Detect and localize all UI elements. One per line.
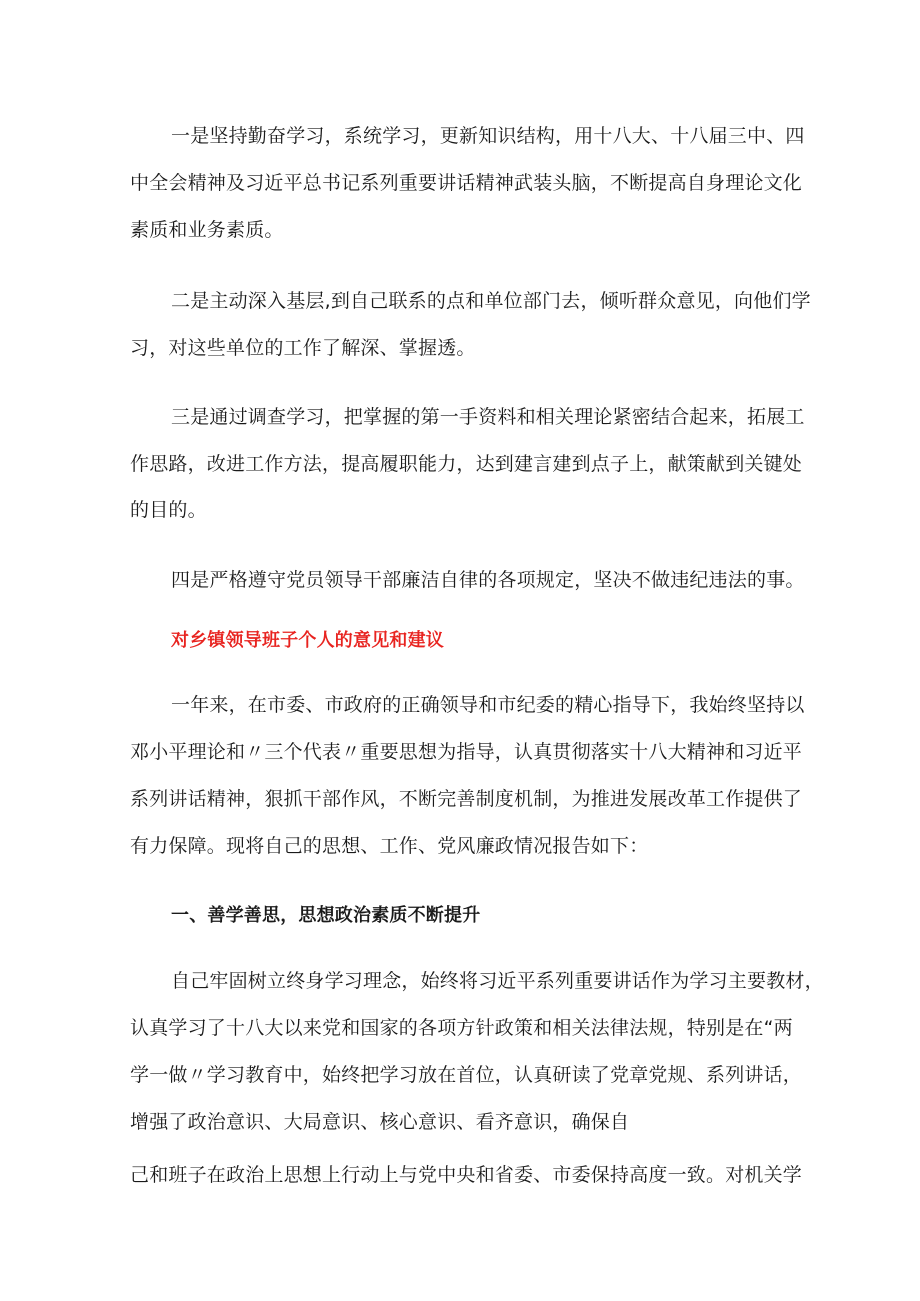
paragraph-3-line-2: 作思路，改进工作方法，提高履职能力，达到建言建到点子上，献策献到关键处 [130, 453, 803, 475]
paragraph-6-line-2: 认真学习了十八大以来党和国家的各项方针政策和相关法律法规，特别是在“两 [130, 1017, 793, 1039]
paragraph-4-line-1: 四是严格遵守党员领导干部廉洁自律的各项规定，坚决不做违纪违法的事。 [171, 569, 805, 591]
paragraph-5-line-4: 有力保障。现将自己的思想、工作、党风廉政情况报告如下： [130, 835, 649, 857]
paragraph-6-line-1: 自己牢固树立终身学习理念，始终将习近平系列重要讲话作为学习主要教材， [171, 970, 824, 992]
paragraph-1-line-3: 素质和业务素质。 [130, 219, 284, 241]
paragraph-5-line-3: 系列讲话精神，狠抓干部作风，不断完善制度机制，为推进发展改革工作提供了 [130, 788, 803, 810]
paragraph-2-line-2: 习，对这些单位的工作了解深、掌握透。 [130, 337, 476, 359]
paragraph-5-line-1: 一年来，在市委、市政府的正确领导和市纪委的精心指导下，我始终坚持以 [171, 694, 805, 716]
paragraph-1-line-1: 一是坚持勤奋学习，系统学习，更新知识结构，用十八大、十八届三中、四 [171, 125, 805, 147]
section-heading-1: 一、善学善思，思想政治素质不断提升 [171, 905, 481, 926]
paragraph-3-line-1: 三是通过调查学习，把掌握的第一手资料和相关理论紧密结合起来，拓展工 [171, 406, 805, 428]
paragraph-3-line-3: 的目的。 [130, 499, 207, 521]
paragraph-2-line-1: 二是主动深入基层,到自己联系的点和单位部门去，倾听群众意见，向他们学 [171, 290, 811, 312]
paragraph-6-line-3: 学一做〃学习教育中，始终把学习放在首位，认真研读了党章党规、系列讲话， [130, 1064, 803, 1086]
section-heading-red: 对乡镇领导班子个人的意见和建议 [171, 630, 444, 651]
paragraph-1-line-2: 中全会精神及习近平总书记系列重要讲话精神武装头脑，不断提高自身理论文化 [130, 172, 803, 194]
paragraph-6-line-5: 己和班子在政治上思想上行动上与党中央和省委、市委保持高度一致。对机关学 [130, 1164, 803, 1186]
paragraph-6-line-4: 增强了政治意识、大局意识、核心意识、看齐意识，确保自 [130, 1111, 630, 1133]
paragraph-5-line-2: 邓小平理论和〃三个代表〃重要思想为指导，认真贯彻落实十八大精神和习近平 [130, 741, 803, 763]
